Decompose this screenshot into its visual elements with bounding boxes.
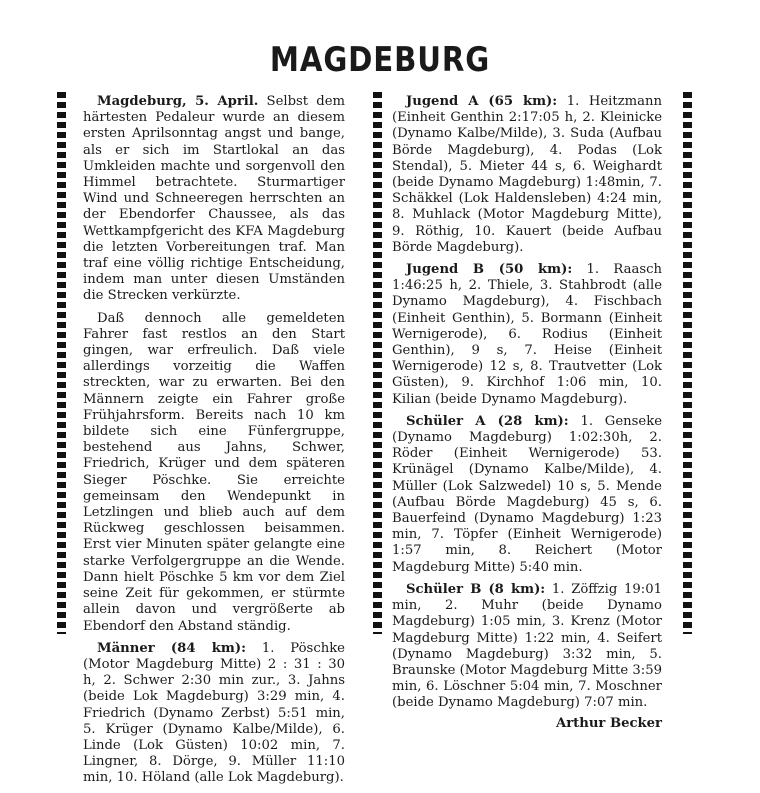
dateline: Magdeburg, 5. April.: [97, 94, 259, 109]
right-column: [392, 94, 662, 732]
right-column-rule: [683, 92, 692, 634]
schueler-b-results: [392, 582, 662, 712]
schueler-b-text: 1. Zöffzig 19:01 min, 2. Muhr (beide Dynamo Magdeburg) 1:05 min, 3. Krenz (Motor Magdeburg Mitte) 1:22 min, 4. Seifert (Dynamo Magdeburg) 3:32 min, 5. Braunske (Motor Magdeburg Mitte 3:59 min, 6. Löschner 5:04 min, 7. Moschner (beide Dynamo Magdeburg) 7:07 min.: [392, 581, 662, 711]
maenner-text: 1. Pöschke (Motor Magdeburg Mitte) 2 : 31 : 30 h, 2. Schwer 2:30 min zur., 3. Jahns (beide Lok Magdeburg) 3:29 min, 4. Friedrich (Dynamo Zerbst) 5:51 min, 5. Krüger (Dynamo Kalbe/Milde), 6. Linde (Lok Güsten) 10:02 min, 7. Lingner, 8. Dörge, 9. Müller 11:10 min, 10. Höland (alle Lok Magdeburg).: [83, 640, 345, 786]
page-title: MAGDEBURG: [269, 40, 491, 80]
jugend-b-results: [392, 262, 662, 408]
intro-text: Selbst dem härtesten Pedaleur wurde an diesem ersten Aprilsonntag angst und bange, als er sich im Startlokal an das Umkleiden machte und sorgenvoll den Himmel betrachtete. Sturmartiger Wind und Schneeregen herrschten an der Ebendorfer Chaussee, als das Wettkampfgericht des KFA Magdeburg die letzten Vorbereitungen traf. Man traf eine völlig richtige Entscheidung, indem man unter diesen Umständen die Strecken verkürzte.: [83, 94, 345, 304]
author-signature: Arthur Becker: [555, 715, 662, 731]
middle-column-rule: [373, 92, 382, 634]
maenner-results: [83, 641, 345, 787]
left-column-rule: [57, 92, 66, 634]
jugend-a-text: 1. Heitzmann (Einheit Genthin 2:17:05 h, 2. Kleinicke (Dynamo Kalbe/Milde), 3. Suda (Aufbau Börde Magdeburg), 4. Podas (Lok Stendal), 5. Mieter 44 s, 6. Weighardt (beide Dynamo Magdeburg) 1:48min, 7. Schäkkel (Lok Haldensleben) 4:24 min, 8. Muhlack (Motor Magdeburg Mitte), 9. Röthig, 10. Kauert (beide Aufbau Börde Magdeburg).: [392, 94, 663, 255]
jugend-b-heading: Jugend B (50 km):: [406, 262, 573, 278]
race-report-paragraph: Daß dennoch alle gemeldeten Fahrer fast restlos an den Start gingen, war erfreulich. Daß viele allerdings vorzeitig die Waffen streckten, war zu erwarten. Bei den Männern zeigte ein Fahrer große Frühjahrsform. Bereits nach 10 km bildete sich eine Fünfergruppe, bestehend aus Jahns, Schwer, Friedrich, Krüger und dem späteren Sieger Pöschke. Sie erreichte gemeinsam den Wendepunkt in Letzlingen und blieb auch auf dem Rückweg geschlossen beisammen. Erst vier Minuten später gelangte eine starke Verfolgergruppe an die Wende. Dann hielt Pöschke 5 km vor dem Ziel seine Zeit für gekommen, er stürmte allein davon und vergrößerte ab Ebendorf den Abstand ständig.: [83, 310, 345, 634]
schueler-a-results: [392, 414, 662, 576]
schueler-a-heading: Schüler A (28 km):: [406, 413, 569, 429]
jugend-a-heading: Jugend A (65 km):: [406, 94, 558, 109]
intro-paragraph: [83, 94, 345, 305]
schueler-a-text: 1. Genseke (Dynamo Magdeburg) 1:02:30h, 2. Röder (Einheit Wernigerode) 53. Krünägel (Dynamo Kalbe/Milde), 4. Müller (Lok Salzwedel) 10 s, 5. Mende (Aufbau Börde Magdeburg) 45 s, 6. Bauerfeind (Dynamo Magdeburg) 1:23 min, 7. Töpfer (Einheit Wernigerode) 1:57 min, 8. Reichert (Motor Magdeburg Mitte) 5:40 min.: [392, 413, 663, 575]
maenner-heading: Männer (84 km):: [97, 640, 246, 656]
schueler-b-heading: Schüler B (8 km):: [406, 581, 546, 597]
jugend-b-text: 1. Raasch 1:46:25 h, 2. Thiele, 3. Stahbrodt (alle Dynamo Magdeburg), 4. Fischbach (Einheit Genthin), 5. Bormann (Einheit Wernigerode), 6. Rodius (Einheit Genthin), 9 s, 7. Heise (Einheit Wernigerode) 12 s, 8. Trautvetter (Lok Güsten), 9. Kirchhof 1:06 min, 10. Kilian (beide Dynamo Magdeburg).: [392, 262, 662, 407]
jugend-a-results: [392, 94, 662, 256]
